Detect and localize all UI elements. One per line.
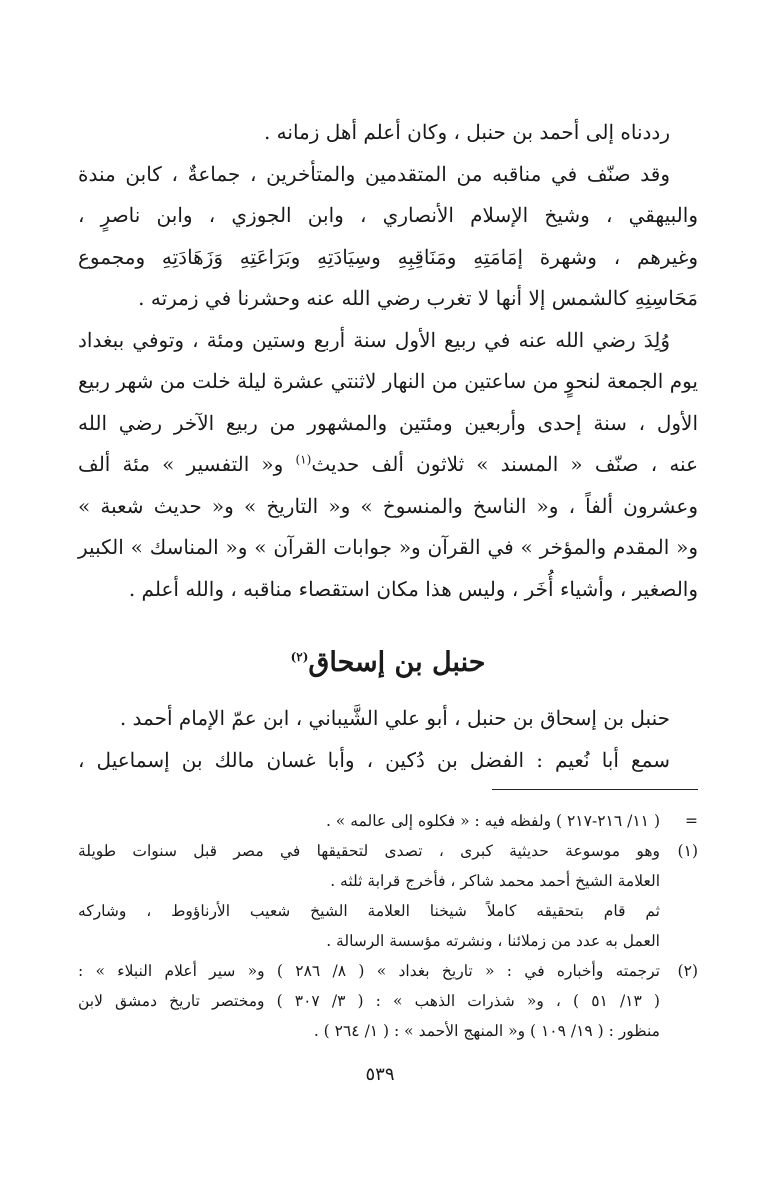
text-line: وغيرهم ، وشهرة إمَامَتِهِ ومَنَاقِبِهِ وسِيَادَتِهِ وبَرَاعَتِهِ وَزَهَادَتِهِ ومجموع <box>78 244 698 269</box>
footnote-text <box>78 806 660 836</box>
section-heading <box>78 642 698 684</box>
footnote-line: ( ١٣/ ٥١ ) ، و« شذرات الذهب » : ( ٣/ ٣٠٧ ) ومختصر تاريخ دمشق لابن <box>78 992 660 1010</box>
paragraph-4 <box>78 698 698 781</box>
paragraph-3 <box>78 320 698 611</box>
text-line: و« المقدم والمؤخر » في القرآن و« جوابات القرآن » و« المناسك » الكبير <box>78 535 698 559</box>
text-line: والبيهقي ، وشيخ الإسلام الأنصاري ، وابن الجوزي ، وابن ناصرٍ ، <box>78 203 698 227</box>
section-title-text: حنبل بن إسحاق <box>308 647 486 678</box>
text-line <box>78 444 698 486</box>
footnote-1 <box>78 836 698 956</box>
footnote-mark: = <box>685 812 698 830</box>
text-line: الأول ، سنة إحدى وأربعين ومئتين والمشهور من ربيع الآخر رضي الله <box>78 410 698 435</box>
page-content <box>78 112 698 1046</box>
page-number: ٥٣٩ <box>365 1064 395 1085</box>
footnote-line: منظور : ( ١٩/ ١٠٩ ) و« المنهج الأحمد » : ( ١/ ٢٦٤ ) . <box>313 1022 660 1040</box>
text-fragment: عنه ، صنّف « المسند » ثلاثون ألف حديث <box>311 452 699 476</box>
footnote-text <box>78 836 660 956</box>
footnote-ref-1[interactable]: (١) <box>295 452 312 467</box>
text-line: وقد صنّف في مناقبه من المتقدمين والمتأخرين ، جماعةٌ ، كابن مندة <box>78 161 670 186</box>
footnote-continuation <box>78 806 698 836</box>
text-line: وُلِدَ رضي الله عنه في ربيع الأول سنة أربع وستين ومئة ، وتوفي ببغداد <box>78 327 670 352</box>
footnote-2 <box>78 956 698 1046</box>
footnote-line: ثم قام بتحقيقه كاملاً شيخنا العلامة الشيخ شعيب الأرناؤوط ، وشاركه <box>78 902 660 920</box>
footnotes <box>78 806 698 1046</box>
text-line: حنبل بن إسحاق بن حنبل ، أبو علي الشَّيباني ، ابن عمّ الإمام أحمد . <box>119 706 670 730</box>
text-line: وعشرون ألفاً ، و« الناسخ والمنسوخ » و« التاريخ » و« حديث شعبة » <box>78 493 698 518</box>
text-fragment: و« التفسير » مئة ألف <box>78 452 284 476</box>
footnote-divider <box>492 789 698 790</box>
footnote-line: العلامة الشيخ أحمد محمد شاكر ، فأخرج قرابة ثلثه . <box>330 872 660 890</box>
text-line: يوم الجمعة لنحوٍ من ساعتين من النهار لاثنتي عشرة ليلة خلت من شهر ربيع <box>78 369 698 393</box>
text-line: سمع أبا نُعيم : الفضل بن دُكين ، وأبا غسان مالك بن إسماعيل ، <box>78 747 670 772</box>
footnote-text <box>78 956 660 1046</box>
paragraph-2 <box>78 154 698 320</box>
main-text <box>78 112 698 781</box>
text-line: والصغير ، وأشياء أُخَر ، وليس هذا مكان استقصاء مناقبه ، والله أعلم . <box>128 576 698 601</box>
footnote-ref-2[interactable]: (٢) <box>290 650 309 664</box>
text-line: مَحَاسِنِهِ كالشمس إلا أنها لا تغرب رضي الله عنه وحشرنا في زمرته . <box>138 286 698 310</box>
footnote-line: العمل به عدد من زملائنا ، ونشرته مؤسسة الرسالة . <box>326 932 660 950</box>
footnote-line: ترجمته وأخباره في : « تاريخ بغداد » ( ٨/ ٢٨٦ ) و« سير أعلام النبلاء » : <box>78 962 660 980</box>
footnote-line: ( ١١/ ٢١٦-٢١٧ ) ولفظه فيه : « فكلوه إلى عالمه » . <box>325 812 660 830</box>
footnote-line: وهو موسوعة حديثية كبرى ، تصدى لتحقيقها في مصر قبل سنوات طويلة <box>78 842 660 860</box>
paragraph-1 <box>78 112 698 154</box>
text-line: رددناه إلى أحمد بن حنبل ، وكان أعلم أهل زمانه . <box>263 120 670 144</box>
footnote-mark: (٢) <box>677 962 698 980</box>
footnote-mark: (١) <box>677 842 698 860</box>
